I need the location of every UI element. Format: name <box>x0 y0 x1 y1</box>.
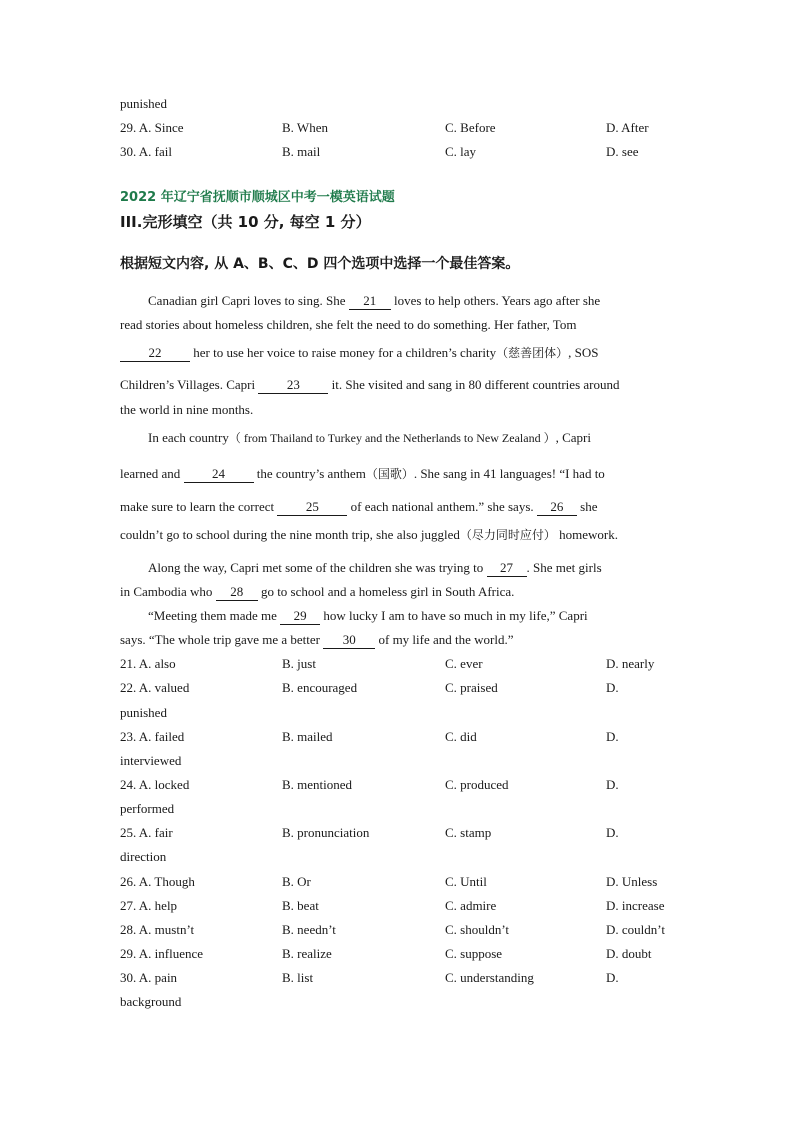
option-row <box>120 142 680 162</box>
blank-28: 28 <box>216 584 258 601</box>
passage-text: （ from Thailand to Turkey and the Netherlands to New Zealand ） <box>228 431 556 445</box>
option-d: D. couldn’t <box>606 922 665 937</box>
option-b: B. pronunciation <box>282 825 370 840</box>
carryover-word: punished <box>120 96 167 111</box>
passage-line <box>120 525 680 545</box>
option-c: C. stamp <box>445 825 492 840</box>
option-d: D. <box>606 777 619 792</box>
passage-gloss: （慈善团体） <box>496 346 569 360</box>
blank-23: 23 <box>258 377 328 394</box>
passage-text: , SOS <box>568 345 599 360</box>
passage-text: homework. <box>555 527 619 542</box>
passage-text: loves to help others. Years ago after she <box>390 293 601 308</box>
blank-22: 22 <box>120 345 190 362</box>
option-row <box>120 118 680 138</box>
passage-line <box>120 630 680 650</box>
option-a: 27. A. help <box>120 898 178 913</box>
passage-line <box>120 497 680 517</box>
option-a: 25. A. fair <box>120 825 173 840</box>
option-a: 29. A. Since <box>120 120 184 135</box>
option-a: 23. A. failed <box>120 729 185 744</box>
passage-text: she <box>576 499 598 514</box>
passage-text: the country’s anthem <box>253 466 366 481</box>
passage-text: . She met girls <box>526 560 602 575</box>
passage-line <box>120 582 680 602</box>
option-a: 30. A. fail <box>120 144 172 159</box>
passage-text: of my life and the world.” <box>375 632 514 647</box>
option-c: C. suppose <box>445 946 503 961</box>
option-d-wrap: interviewed <box>120 753 182 768</box>
option-row <box>120 678 680 698</box>
option-d: D. After <box>606 120 649 135</box>
option-a: 30. A. pain <box>120 970 178 985</box>
passage-text: Children’s Villages. Capri <box>120 377 259 392</box>
option-c: C. Before <box>445 120 496 135</box>
option-d-wrap: punished <box>120 705 167 720</box>
option-b: B. realize <box>282 946 332 961</box>
passage-text: says. “The whole trip gave me a better <box>120 632 324 647</box>
option-row <box>120 920 680 940</box>
option-b: B. mailed <box>282 729 333 744</box>
passage-text: , Capri <box>555 430 591 445</box>
option-b: B. needn’t <box>282 922 336 937</box>
option-a: 28. A. mustn’t <box>120 922 195 937</box>
passage-line <box>120 464 680 484</box>
option-row <box>120 872 680 892</box>
passage-text: Canadian girl Capri loves to sing. She <box>148 293 349 308</box>
passage-text: couldn’t go to school during the nine month trip, she also juggled <box>120 527 460 542</box>
option-row <box>120 896 680 916</box>
passage-text: of each national anthem.” she says. <box>347 499 537 514</box>
option-a: 24. A. locked <box>120 777 190 792</box>
option-row <box>120 727 680 747</box>
option-b: B. just <box>282 656 316 671</box>
option-d: D. nearly <box>606 656 655 671</box>
blank-30: 30 <box>323 632 375 649</box>
option-a: 29. A. influence <box>120 946 204 961</box>
option-b: B. list <box>282 970 314 985</box>
passage-text: it. She visited and sang in 80 different countries around <box>328 377 620 392</box>
passage-gloss: （国歌） <box>365 467 414 481</box>
passage-text: how lucky I am to have so much in my life,” Capri <box>320 608 588 623</box>
option-b: B. mail <box>282 144 321 159</box>
exam-title: 2022 年辽宁省抚顺市顺城区中考一模英语试题 <box>120 190 395 205</box>
passage-line <box>148 428 708 448</box>
passage-text: . She sang in 41 languages! “I had to <box>413 466 605 481</box>
option-a: 21. A. also <box>120 656 176 671</box>
passage-line: the world in nine months. <box>120 402 254 417</box>
passage-text: Along the way, Capri met some of the children she was trying to <box>148 560 487 575</box>
passage-text: make sure to learn the correct <box>120 499 278 514</box>
passage-text: learned and <box>120 466 184 481</box>
option-row <box>120 775 680 795</box>
option-d-wrap: background <box>120 994 182 1009</box>
passage-text: her to use her voice to raise money for a children’s charity <box>190 345 497 360</box>
option-row <box>120 654 680 674</box>
option-d-wrap: direction <box>120 849 167 864</box>
passage-text: go to school and a homeless girl in South Africa. <box>257 584 515 599</box>
option-c: C. Until <box>445 874 487 889</box>
passage-text: In each country <box>148 430 229 445</box>
option-d: D. <box>606 729 619 744</box>
option-d-wrap: performed <box>120 801 175 816</box>
option-c: C. lay <box>445 144 477 159</box>
option-b: B. mentioned <box>282 777 353 792</box>
option-d: D. doubt <box>606 946 652 961</box>
passage-line: read stories about homeless children, she felt the need to do something. Her father, Tom <box>120 317 577 332</box>
blank-25: 25 <box>277 499 347 516</box>
option-b: B. beat <box>282 898 319 913</box>
blank-26: 26 <box>537 499 577 516</box>
option-b: B. Or <box>282 874 311 889</box>
option-b: B. encouraged <box>282 680 358 695</box>
option-d: D. <box>606 970 619 985</box>
instruction-text: 根据短文内容, 从 A、B、C、D 四个选项中选择一个最佳答案。 <box>120 256 520 272</box>
passage-line <box>148 291 708 311</box>
option-c: C. praised <box>445 680 498 695</box>
option-row <box>120 823 680 843</box>
option-d: D. <box>606 680 619 695</box>
option-c: C. produced <box>445 777 509 792</box>
option-c: C. admire <box>445 898 497 913</box>
blank-21: 21 <box>349 293 391 310</box>
passage-text: in Cambodia who <box>120 584 216 599</box>
option-row <box>120 968 680 988</box>
blank-27: 27 <box>487 560 527 577</box>
option-c: C. understanding <box>445 970 534 985</box>
passage-line <box>120 375 680 395</box>
passage-text: “Meeting them made me <box>148 608 281 623</box>
option-c: C. did <box>445 729 477 744</box>
passage-line <box>148 606 708 626</box>
passage-line <box>120 343 680 363</box>
option-row <box>120 944 680 964</box>
option-a: 26. A. Though <box>120 874 195 889</box>
option-b: B. When <box>282 120 328 135</box>
option-c: C. ever <box>445 656 483 671</box>
section-heading: III.完形填空（共 10 分, 每空 1 分） <box>120 213 371 231</box>
blank-24: 24 <box>184 466 254 483</box>
option-c: C. shouldn’t <box>445 922 510 937</box>
passage-gloss: （尽力同时应付） <box>459 528 556 542</box>
option-d: D. see <box>606 144 639 159</box>
option-d: D. increase <box>606 898 665 913</box>
option-a: 22. A. valued <box>120 680 190 695</box>
blank-29: 29 <box>280 608 320 625</box>
option-d: D. Unless <box>606 874 658 889</box>
option-d: D. <box>606 825 619 840</box>
passage-line <box>148 558 708 578</box>
